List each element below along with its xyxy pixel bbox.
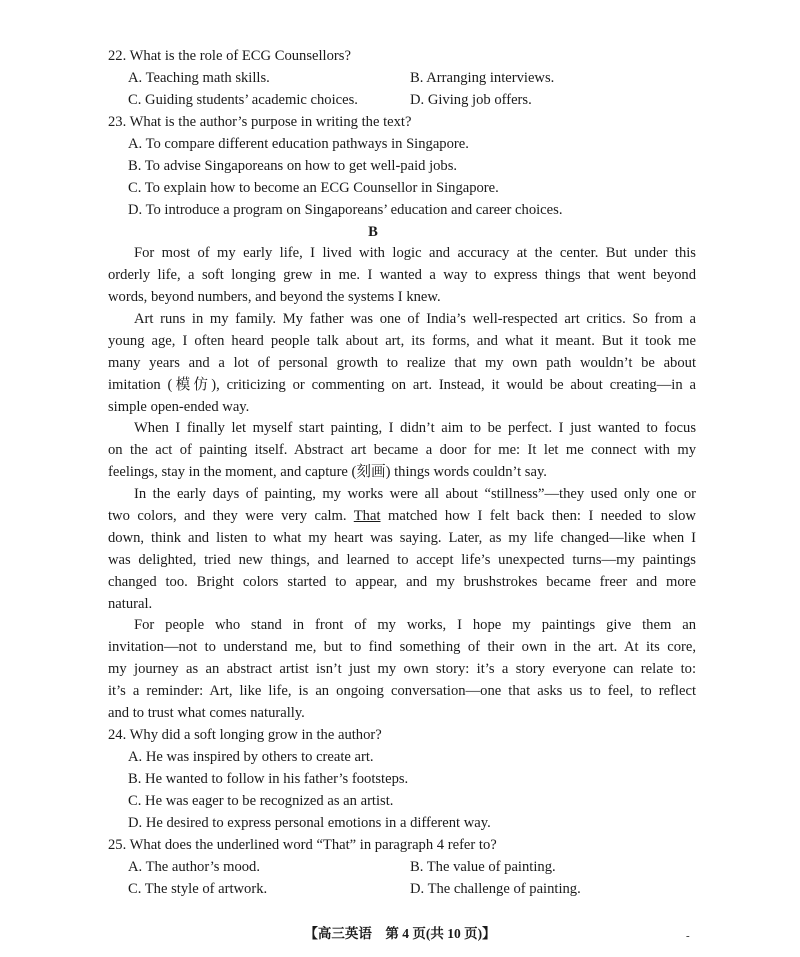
q23-option-a: A. To compare different education pathways in Singapore. [128,136,469,152]
q23-question: 23. What is the author’s purpose in writing the text? [108,114,412,130]
p1-line: words, beyond numbers, and beyond the systems I knew. [108,289,441,305]
page-footer: 【高三英语 第 4 页(共 10 页)】 [304,926,496,941]
q25-option-b: B. The value of painting. [410,859,556,875]
p4-line: In the early days of painting, my works were all about “stillness”—they used only one or [134,486,696,502]
q22-option-d: D. Giving job offers. [410,92,532,108]
q23-option-b: B. To advise Singaporeans on how to get well-paid jobs. [128,158,458,174]
q22-option-a: A. Teaching math skills. [128,70,270,86]
p5-line: it’s a reminder: Art, like life, is an ongoing conversation—one that asks us to feel, to reflect [108,683,696,699]
p5-line: and to trust what comes naturally. [108,705,305,721]
underlined-word-that: That [353,508,381,524]
q22-question: 22. What is the role of ECG Counsellors? [108,48,351,64]
q25-option-c: C. The style of artwork. [128,881,268,897]
p4-line: changed too. Bright colors started to appear, and my brushstrokes became freer and more [108,574,696,590]
q24-option-c: C. He was eager to be recognized as an artist. [128,793,394,809]
corner-mark: - [686,930,690,942]
q23-option-c: C. To explain how to become an ECG Counsellor in Singapore. [128,180,499,196]
p2-line: young age, I often heard people talk about art, its forms, and what it meant. But it took me [108,333,696,349]
p2-line: Art runs in my family. My father was one of India’s well-respected art critics. So from a [134,311,696,327]
p3-line: When I finally let myself start painting, I didn’t aim to be perfect. I just wanted to focus [134,420,696,436]
q24-question: 24. Why did a soft longing grow in the author? [108,727,382,743]
q24-option-a: A. He was inspired by others to create art. [128,749,374,765]
q25-option-d: D. The challenge of painting. [410,881,581,897]
q24-option-b: B. He wanted to follow in his father’s footsteps. [128,771,409,787]
p2-line: many years and a lot of personal growth to realize that my own path wouldn’t be about [108,355,696,371]
p4-text-before: two colors, and they were very calm. [108,508,354,524]
p5-line: my journey as an abstract artist isn’t just my own story: it’s a story everyone can relate to: [108,661,696,677]
p2-line: simple open-ended way. [108,399,250,415]
q22-option-c: C. Guiding students’ academic choices. [128,92,358,108]
q25-option-a: A. The author’s mood. [128,859,261,875]
q24-option-d: D. He desired to express personal emotions in a different way. [128,815,491,831]
q22-option-b: B. Arranging interviews. [410,70,555,86]
p2-line: imitation (模仿), criticizing or commenting on art. Instead, it would be about creating—in a [108,377,696,393]
p4-line: natural. [108,596,153,612]
p4-line: down, think and listen to what my heart was saying. Later, as my life changed—like when I [108,530,696,546]
p1-line: For most of my early life, I lived with logic and accuracy at the center. But under this [134,245,696,261]
q25-question: 25. What does the underlined word “That” in paragraph 4 refer to? [108,837,497,853]
section-title: B [368,224,378,240]
p3-line: feelings, stay in the moment, and capture (刻画) things words couldn’t say. [108,464,547,480]
p4-line-with-underline [108,506,696,526]
p5-line: invitation—not to understand me, but to find something of their own in the art. At its core, [108,639,696,655]
p5-line: For people who stand in front of my works, I hope my paintings give them an [134,617,696,633]
p4-line: was delighted, tried new things, and learned to accept life’s unexpected turns—my paintings [108,552,696,568]
p4-text-after: matched how I felt back then: I needed to slow [380,508,696,524]
q23-option-d: D. To introduce a program on Singaporeans’ education and career choices. [128,202,563,218]
p1-line: orderly life, a soft longing grew in me. I wanted a way to express things that went beyond [108,267,696,283]
p3-line: on the act of painting itself. Abstract art became a door for me: It let me connect with my [108,442,696,458]
